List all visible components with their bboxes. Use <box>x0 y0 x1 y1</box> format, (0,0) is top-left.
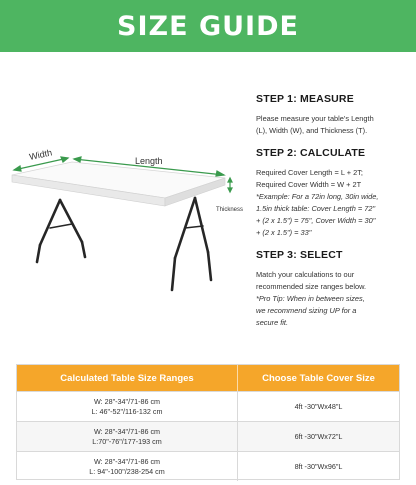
table-illustration <box>0 140 250 315</box>
table-row <box>17 451 399 481</box>
width-label: Width <box>28 147 53 162</box>
step1-heading: STEP 1: MEASURE <box>256 93 354 105</box>
tabletop <box>12 162 225 206</box>
range-cell: W: 28"-34"/71-86 cm L:70"-76"/177-193 cm <box>17 422 238 451</box>
step2-text: Required Cover Length = L + 2T; Required Cover Width = W + 2T *Example: For a 72in long, 30in wide, 1.5in thick table: Cover Length = 72" + (2 x 1.5") = 75", Cover Width = 30" + (2 x 1.5") = 33" <box>256 168 379 237</box>
table-row <box>17 421 399 451</box>
size-table <box>16 364 400 480</box>
thickness-label: Thickness <box>216 207 244 213</box>
table-legs <box>37 198 211 290</box>
range-cell: W: 28"-34"/71-86 cm L: 94"-100"/238-254 cm <box>17 452 238 481</box>
step3-text: Match your calculations to our recommended size ranges below. *Pro Tip: When in between sizes, we recommend sizing UP for a secure fit. <box>256 270 367 327</box>
table-row <box>17 391 399 421</box>
range-cell: W: 28"-34"/71-86 cm L: 46"-52"/116-132 cm <box>17 392 238 421</box>
header-size-ranges: Calculated Table Size Ranges <box>17 365 238 391</box>
size-cell: 4ft -30"Wx48"L <box>294 401 343 411</box>
steps-panel <box>256 93 410 339</box>
size-cell: 8ft -30"Wx96"L <box>294 461 343 471</box>
size-cell: 6ft -30"Wx72"L <box>294 431 343 441</box>
header-cover-size: Choose Table Cover Size <box>262 372 375 384</box>
size-guide-banner <box>0 0 416 52</box>
length-label: Length <box>135 156 163 166</box>
page-title: SIZE GUIDE <box>117 10 299 42</box>
step3-heading: STEP 3: SELECT <box>256 249 343 261</box>
step1-text: Please measure your table's Length (L), Width (W), and Thickness (T). <box>256 114 374 135</box>
table-header <box>17 365 399 391</box>
step2-heading: STEP 2: CALCULATE <box>256 147 366 159</box>
